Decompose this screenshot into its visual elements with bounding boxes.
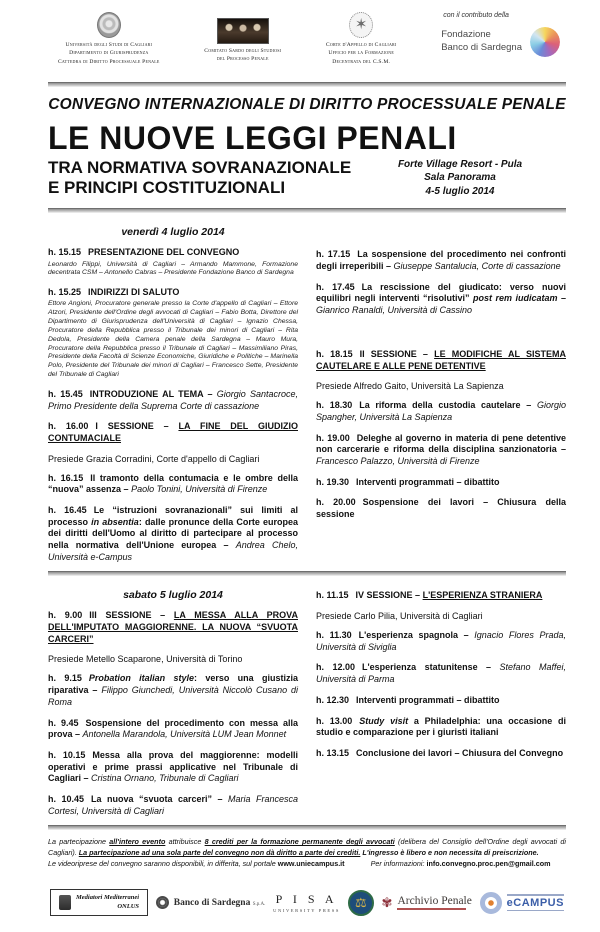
header-logos xyxy=(48,10,566,76)
friday-section xyxy=(48,213,566,571)
italy-emblem-icon: ✶ xyxy=(349,12,373,38)
talk-speaker: Andrea Chelo, Università e-Campus xyxy=(48,540,298,562)
mediatori-onlus: ONLUS xyxy=(117,902,140,910)
talk-time: h. 19.30 xyxy=(316,476,350,487)
talk-title: INTRODUZIONE AL TEMA – xyxy=(89,388,213,399)
talk-time: h. 15.15 xyxy=(48,247,82,258)
talk-time: h. 13.00 xyxy=(316,715,353,726)
contribution-note: con il contributo della xyxy=(443,12,509,19)
talk-title-italic: Probation italian style xyxy=(88,673,195,684)
logo-caption-line: Decentrata del C.S.M. xyxy=(332,58,391,65)
fondazione-sphere-icon xyxy=(530,27,560,57)
note-text: La partecipazione xyxy=(48,837,110,847)
session-title: LA FINE DEL GIUDIZIO CONTUMACIALE xyxy=(48,421,298,443)
venue-block xyxy=(370,158,550,199)
logo-caption-line: Ufficio per la Formazione xyxy=(328,50,395,57)
talk-title: La rescissione del giudicato: verso nuovi equilibri negli interventi “risolutivi” xyxy=(316,281,566,304)
talk-item xyxy=(316,630,566,653)
talk-item xyxy=(316,695,566,707)
talk-title: Interventi programmati – dibattito xyxy=(356,694,500,705)
note-text: attribuisce xyxy=(165,837,205,847)
talk-item xyxy=(48,247,298,259)
friday-date: venerdì 4 luglio 2014 xyxy=(121,226,225,239)
talk-item xyxy=(316,748,566,760)
friday-right-column xyxy=(316,213,566,563)
divider-bar xyxy=(48,82,566,87)
ecampus-ring-icon xyxy=(480,892,502,914)
note-text-emphasis: L'ingresso è libero e non necessita di preiscrizione. xyxy=(360,848,539,858)
talk-speaker: Giuseppe Santalucia, Corte di cassazione xyxy=(393,261,561,272)
logo-pisa-university-press xyxy=(273,892,340,913)
session-header xyxy=(316,349,566,372)
preside-line: Presiede Metello Scaparone, Università di Torino xyxy=(48,654,243,665)
session-time: h. 18.15 xyxy=(316,348,353,359)
talk-time: h. 15.25 xyxy=(48,287,82,298)
talk-speaker: Gianrico Ranaldi, Università di Cassino xyxy=(316,305,473,316)
talk-time: h. 12.30 xyxy=(316,694,350,705)
talk-time: h. 15.45 xyxy=(48,388,83,399)
subtitle-line: TRA NORMATIVA SOVRANAZIONALE xyxy=(48,157,352,177)
talk-title: Sospensione dei lavori – Chiusura della sessione xyxy=(316,497,566,519)
talk-speaker: Ignacio Flores Prada, Università di Siviglia xyxy=(316,630,566,652)
preside-line: Presiede Carlo Pilia, Università di Cagliari xyxy=(316,611,483,622)
ecampus-bottomline xyxy=(507,910,564,912)
talk-title: Deleghe al governo in materia di pene detentive non carcerarie e riforma della disciplina sanzionatoria – xyxy=(316,432,566,455)
logo-corte-appello xyxy=(326,12,397,66)
sponsor-logos-row xyxy=(50,884,564,922)
footer xyxy=(48,837,566,921)
talk-time: h. 18.30 xyxy=(316,400,353,411)
talk-title: INDIRIZZI DI SALUTO xyxy=(88,287,180,298)
preside-line: Presiede Alfredo Gaito, Università La Sapienza xyxy=(316,381,504,392)
talk-time: h. 17.15 xyxy=(316,249,351,260)
talk-item xyxy=(48,750,298,785)
logo-fondazione-banco-sardegna xyxy=(441,12,560,57)
talk-title-italic: Study visit xyxy=(359,715,409,726)
saturday-left-column xyxy=(48,576,298,817)
logo-caption-line: Dipartimento di Giurisprudenza xyxy=(69,50,149,57)
talk-time: h. 10.15 xyxy=(48,749,86,760)
session-header xyxy=(316,590,566,602)
talk-time: h. 19.00 xyxy=(316,432,350,443)
note-text-emphasis: all'intero evento xyxy=(109,837,166,847)
talk-speaker: Maria Francesca Cortesi, Università di Cagliari xyxy=(48,793,298,816)
talk-title-italic: post rem iudicatam xyxy=(472,293,558,304)
logo-mediatori-mediterranei xyxy=(50,889,148,916)
talk-title: : verso una giustizia riparativa – xyxy=(48,673,298,696)
talk-title: a Philadelphia: una occasione di studio e comparazione per i giuristi italiani xyxy=(316,715,566,738)
friday-left-column xyxy=(48,213,298,563)
talk-item xyxy=(316,433,566,468)
pisa-name: P I S A xyxy=(275,892,338,907)
note-text-emphasis: 8 crediti per la formazione permanente degli avvocati xyxy=(204,837,395,847)
talk-item xyxy=(316,497,566,520)
session-time: h. 9.00 xyxy=(48,610,83,621)
talk-item xyxy=(48,389,298,412)
speakers-line: Ettore Angioni, Procuratore generale presso la Corte d'appello di Cagliari – Ettore Atzori, Presidente dell'Ordine degli avvocati di Cagliari – Fabio Botta, Direttore del Dipartimento di Giurisprudenza dell'Università di Cagliari – Ignazio Chessa, Procuratore della Repubblica presso il Tribunale dei minori di Cagliari – Rita Dedola, Presidente della Camera penale della Sardegna – Mauro Mura, Procuratore della Repubblica presso il Tribunale di Cagliari – Massimiliano Piras, Presidente della Facoltà di Scienze Economiche, Giuridiche e Politiche – Marinella Polo, Presidente del Tribunale dei minori di Cagliari – Francesco Sette, Presidente del Tribunale di Cagliari xyxy=(48,300,298,379)
logo-caption-line: Università degli Studi di Cagliari xyxy=(65,42,153,48)
divider-bar xyxy=(48,825,566,830)
credits-note xyxy=(48,837,566,869)
talk-item xyxy=(316,662,566,685)
logo-ecampus xyxy=(480,892,564,914)
talk-title: – xyxy=(557,293,566,304)
session-title: LE MODIFICHE AL SISTEMA CAUTELARE E ALLE PENE DETENTIVE xyxy=(316,348,566,371)
university-crest-icon xyxy=(97,12,121,38)
contact-email-link[interactable]: info.convegno.proc.pen@gmail.com xyxy=(426,858,551,868)
saturday-date: sabato 5 luglio 2014 xyxy=(123,589,223,602)
talk-title: La sospensione del procedimento nei confronti degli irreperibili – xyxy=(316,249,566,272)
talk-time: h. 12.00 xyxy=(316,662,355,673)
talk-speaker: Antonella Marandola, Università LUM Jean Monnet xyxy=(82,729,287,740)
session-label: IV SESSIONE – xyxy=(355,590,421,601)
talk-speaker: Filippo Giunchedi, Università Niccolò Cusano di Roma xyxy=(48,685,298,707)
portal-link[interactable]: www.uniecampus.it xyxy=(277,858,345,868)
archivio-rosette-icon: ✾ xyxy=(381,894,393,910)
logo-caption-line: Cattedra di Diritto Processuale Penale xyxy=(58,58,160,65)
logo-university-cagliari xyxy=(58,12,160,66)
session-label: III SESSIONE – xyxy=(89,610,166,621)
note-text-emphasis: La partecipazione ad una sola parte del convegno non dà diritto a parte dei crediti. xyxy=(78,848,361,858)
venue-line: Forte Village Resort - Pula xyxy=(397,158,523,170)
pisa-subtitle: UNIVERSITY PRESS xyxy=(273,908,340,914)
talk-title: : dalle pronunce della Corte europea dei diritti dell'Uomo al diritto di partecipare al processo nella normativa dell'Unione europea – xyxy=(48,516,298,551)
banco-spa: S.p.A. xyxy=(252,901,266,907)
speakers-line: Leonardo Filippi, Università di Cagliari – Armando Mammone, Formazione decentrata CSM – Antonello Cabras – Presidente Fondazione Banco di Sardegna xyxy=(48,260,298,277)
mediatori-icon xyxy=(59,895,71,910)
talk-item xyxy=(48,505,298,563)
talk-item xyxy=(48,473,298,496)
ecampus-name: eCAMPUS xyxy=(506,896,564,909)
talk-title: Il tramonto della contumacia e le ombre della “nuova” assenza – xyxy=(48,472,298,495)
logo-banco-di-sardegna xyxy=(156,896,266,909)
note-text: Le videoriprese del convegno saranno disponibili, in differita, sul portale xyxy=(48,858,278,868)
title-block xyxy=(48,122,566,198)
talk-title: Le “istruzioni sovranazionali” sui limiti al processo xyxy=(48,504,298,527)
talk-time: h. 11.30 xyxy=(316,630,352,641)
ecampus-topline xyxy=(507,894,564,896)
comitato-photo-icon xyxy=(217,18,269,44)
venue-date: 4-5 luglio 2014 xyxy=(425,185,495,197)
talk-item xyxy=(48,718,298,741)
talk-item xyxy=(316,400,566,423)
talk-time: h. 9.15 xyxy=(48,673,82,684)
talk-title: Interventi programmati – dibattito xyxy=(356,476,500,487)
session-title: LA MESSA ALLA PROVA DELL'IMPUTATO MAGGIORENNE. LA NUOVA “SVUOTA CARCERI” xyxy=(48,610,299,644)
note-text: Per informazioni: xyxy=(370,858,427,868)
banco-name: Banco di Sardegna xyxy=(173,897,251,908)
talk-item xyxy=(316,249,566,272)
talk-time: h. 16.45 xyxy=(48,504,87,515)
talk-item xyxy=(48,794,298,817)
archivio-subline xyxy=(397,908,465,910)
logo-archivio-penale xyxy=(382,895,472,911)
talk-item xyxy=(316,716,566,739)
archivio-name: Archivio Penale xyxy=(397,895,472,908)
talk-item xyxy=(316,282,566,317)
logo-caption-line: Corte d'Appello di Cagliari xyxy=(325,42,397,48)
session-time: h. 11.15 xyxy=(316,590,349,601)
talk-item xyxy=(48,287,298,299)
main-title: LE NUOVE LEGGI PENALI xyxy=(48,120,457,156)
talk-title: La riforma della custodia cautelare – xyxy=(359,400,532,411)
session-label: II SESSIONE – xyxy=(359,348,428,359)
subtitle xyxy=(48,158,351,199)
mediatori-name: Mediatori Mediterranei xyxy=(76,894,140,902)
talk-title: Messa alla prova del maggiorenne: modelli operativi e prime prassi applicative nel Tribunale di Cagliari – xyxy=(48,749,298,784)
logo-caption-line: del Processo Penale xyxy=(216,56,269,63)
venue-line: Sala Panorama xyxy=(424,172,496,184)
fondazione-line: Fondazione xyxy=(441,29,491,41)
talk-time: h. 17.45 xyxy=(316,281,355,292)
session-time: h. 16.00 xyxy=(48,421,89,432)
session-header xyxy=(48,610,298,645)
talk-time: h. 9.45 xyxy=(48,717,79,728)
session-label: I SESSIONE – xyxy=(95,421,169,432)
saturday-right-column xyxy=(316,576,566,817)
subtitle-line: E PRINCIPI COSTITUZIONALI xyxy=(48,177,286,197)
talk-item xyxy=(48,673,298,708)
talk-title: PRESENTAZIONE DEL CONVEGNO xyxy=(88,247,240,258)
banco-emblem-icon xyxy=(156,896,169,909)
logo-caption-line: Comitato Sardo degli Studiosi xyxy=(204,48,282,54)
talk-time: h. 10.45 xyxy=(48,793,85,804)
talk-time: h. 16.15 xyxy=(48,472,84,483)
talk-speaker: Giorgio Santacroce, Primo Presidente della Suprema Corte di cassazione xyxy=(48,388,298,411)
talk-title-italic: in absentia xyxy=(91,516,139,527)
preside-line: Presiede Grazia Corradini, Corte d'appello di Cagliari xyxy=(48,453,260,464)
session-header xyxy=(48,421,298,444)
talk-time: h. 20.00 xyxy=(316,497,356,508)
talk-item xyxy=(316,477,566,489)
talk-title: Conclusione dei lavori – Chiusura del Convegno xyxy=(356,747,564,758)
note-text: (delibera del Consiglio dell'Ordine degli avvocati di Cagliari). xyxy=(48,837,566,858)
talk-speaker: Giorgio Spangher, Università La Sapienza xyxy=(316,400,566,422)
talk-time: h. 13.15 xyxy=(316,747,350,758)
session-title: L'ESPERIENZA STRANIERA xyxy=(422,590,543,601)
talk-speaker: Cristina Ornano, Tribunale di Cagliari xyxy=(91,773,239,784)
saturday-section xyxy=(48,576,566,825)
talk-title: Sospensione del procedimento con messa alla prova – xyxy=(48,717,299,740)
talk-speaker: Paolo Tonini, Università di Firenze xyxy=(131,484,268,495)
logo-comitato-sardo xyxy=(204,12,281,64)
fondazione-line: Banco di Sardegna xyxy=(441,42,522,53)
banner-title: CONVEGNO INTERNAZIONALE DI DIRITTO PROCESSUALE PENALE xyxy=(48,96,566,113)
talk-speaker: Francesco Palazzo, Università di Firenze xyxy=(316,455,480,466)
judicial-crest-icon: ⚖ xyxy=(348,890,374,916)
talk-title: L'esperienza statunitense – xyxy=(361,662,492,673)
talk-title: La nuova “svuota carceri” – xyxy=(91,793,223,804)
talk-title: L'esperienza spagnola – xyxy=(358,630,469,641)
talk-speaker: Stefano Maffei, Università di Parma xyxy=(316,662,566,685)
